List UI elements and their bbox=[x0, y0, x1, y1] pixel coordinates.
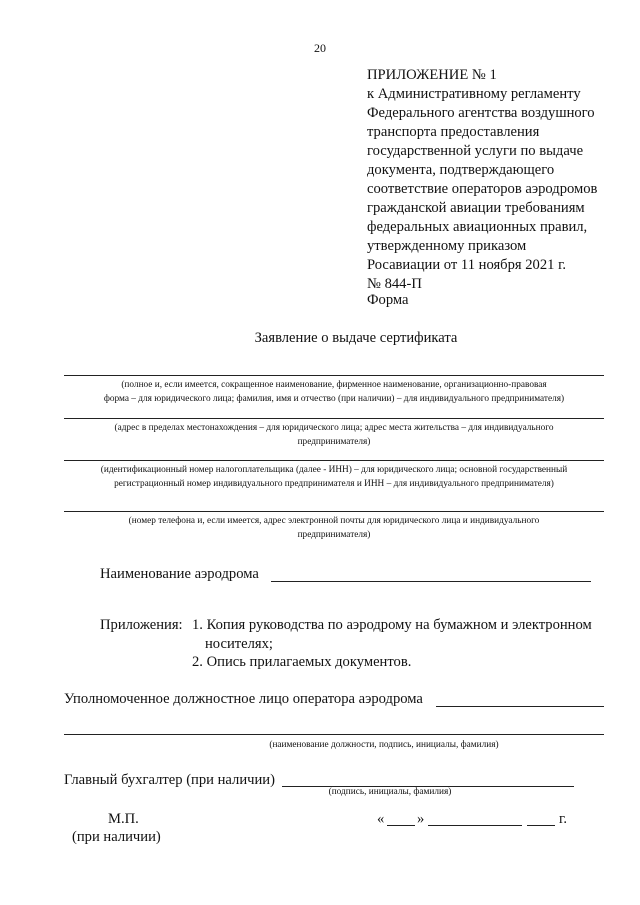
appendix-line: федеральных авиационных правил, bbox=[367, 219, 588, 235]
page-number: 20 bbox=[314, 41, 326, 55]
appendix-line: к Административному регламенту bbox=[367, 86, 581, 102]
appendix-line: Росавиации от 11 ноября 2021 г. bbox=[367, 257, 567, 273]
aerodrome-name-line[interactable] bbox=[271, 581, 591, 582]
inn-field-caption: (идентификационный номер налогоплательщика (далее - ИНН) – для юридического лица; основной государственный регистрационный номер индивидуального предпринимателя и ИНН – для индивидуального предпринимателя) bbox=[100, 465, 568, 489]
inn-field-line[interactable] bbox=[64, 460, 604, 461]
date-year-suffix: г. bbox=[559, 811, 567, 827]
form-label: Форма bbox=[367, 292, 409, 308]
official-signature-line[interactable] bbox=[64, 734, 604, 735]
attachment-item-2: 2. Опись прилагаемых документов. bbox=[192, 654, 412, 670]
appendix-line: № 844-П bbox=[367, 276, 422, 292]
official-inline-line[interactable] bbox=[436, 706, 604, 707]
name-field-line[interactable] bbox=[64, 375, 604, 376]
attachments-label: Приложения: bbox=[100, 617, 183, 633]
date-month-line[interactable] bbox=[428, 825, 522, 826]
stamp-note: (при наличии) bbox=[72, 829, 161, 845]
accountant-caption: (подпись, инициалы, фамилия) bbox=[328, 787, 452, 797]
address-field-caption: (адрес в пределах местонахождения – для юридического лица; адрес места жительства – для индивидуального предпринимателя) bbox=[114, 423, 554, 447]
date-day-line[interactable] bbox=[387, 825, 415, 826]
document-title: Заявление о выдаче сертификата bbox=[254, 330, 458, 346]
official-caption: (наименование должности, подпись, инициалы, фамилия) bbox=[269, 740, 499, 750]
attachment-item-1: 1. Копия руководства по аэродрому на бумажном и электронном bbox=[192, 617, 592, 633]
attachment-item-1-cont: носителях; bbox=[205, 636, 273, 652]
phone-field-caption: (номер телефона и, если имеется, адрес электронной почты для юридического лица и индивидуального предпринимателя) bbox=[128, 516, 540, 540]
date-open-quote: « bbox=[377, 811, 385, 827]
appendix-line: Федерального агентства воздушного bbox=[367, 105, 595, 121]
accountant-label: Главный бухгалтер (при наличии) bbox=[64, 772, 275, 788]
appendix-line: государственной услуги по выдаче bbox=[367, 143, 584, 159]
appendix-line: соответствие операторов аэродромов bbox=[367, 181, 598, 197]
appendix-line: документа, подтверждающего bbox=[367, 162, 555, 178]
appendix-line: гражданской авиации требованиям bbox=[367, 200, 585, 216]
stamp-mp: М.П. bbox=[108, 811, 139, 827]
date-close-quote: » bbox=[417, 811, 425, 827]
appendix-header bbox=[367, 66, 597, 294]
aerodrome-name-label: Наименование аэродрома bbox=[100, 566, 259, 582]
appendix-line: утвержденному приказом bbox=[367, 238, 527, 254]
appendix-line: транспорта предоставления bbox=[367, 124, 540, 140]
appendix-line: ПРИЛОЖЕНИЕ № 1 bbox=[367, 67, 497, 83]
date-year-line[interactable] bbox=[527, 825, 555, 826]
phone-field-line[interactable] bbox=[64, 511, 604, 512]
address-field-line[interactable] bbox=[64, 418, 604, 419]
official-label: Уполномоченное должностное лицо оператора аэродрома bbox=[64, 691, 423, 707]
name-field-caption: (полное и, если имеется, сокращенное наименование, фирменное наименование, организационно-правовая форма – для юридического лица; фамилия, имя и отчество (при наличии) – для индивидуального предпринимателя) bbox=[103, 380, 565, 404]
